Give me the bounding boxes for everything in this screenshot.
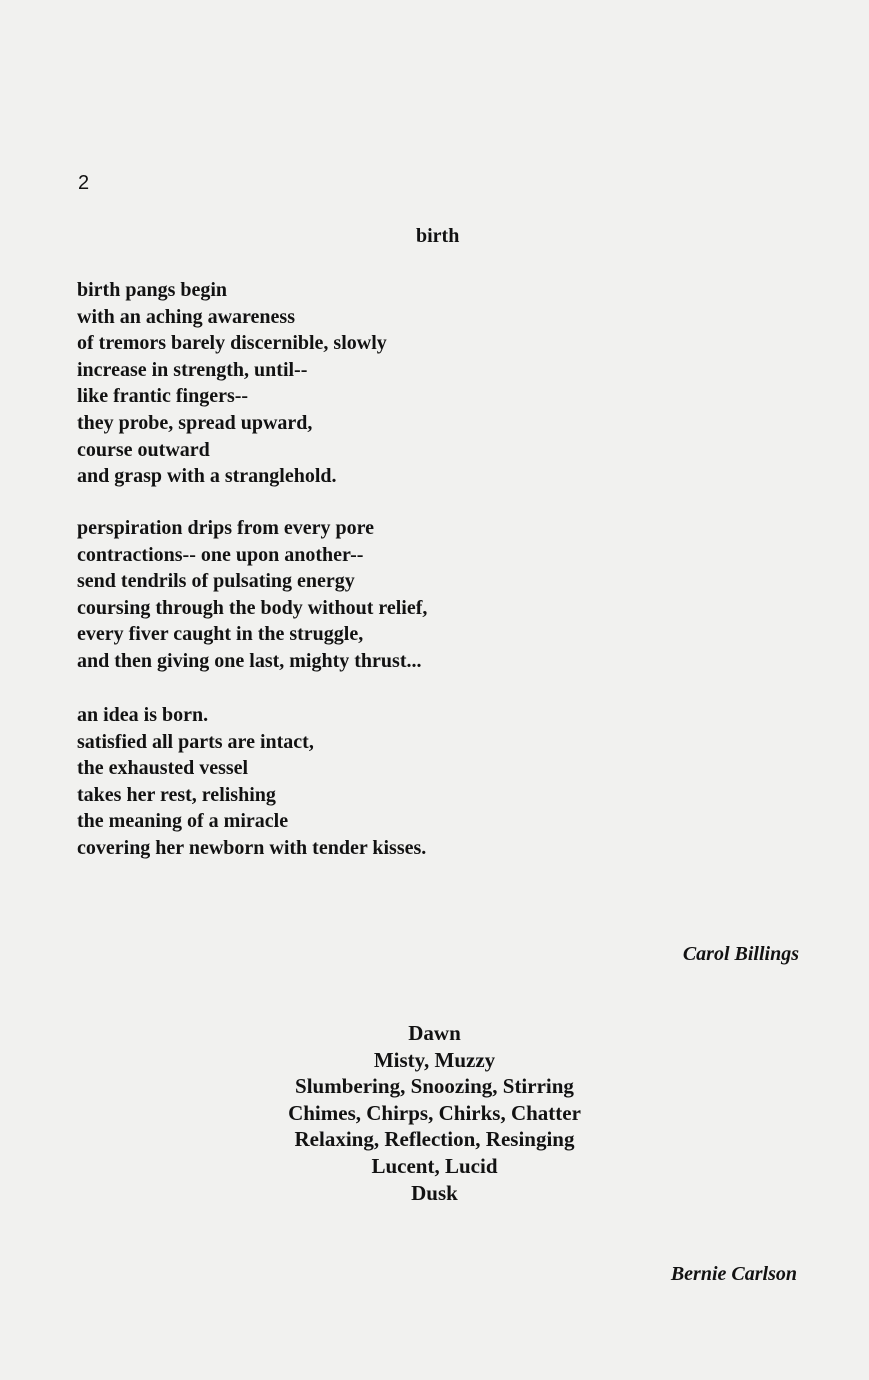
poem-line: contractions-- one upon another-- (77, 543, 364, 566)
poem-line: takes her rest, relishing (77, 783, 276, 806)
poem-line: perspiration drips from every pore (77, 517, 375, 539)
poem-line: the meaning of a miracle (77, 810, 289, 833)
poem-line: coursing through the body without relief, (77, 596, 428, 619)
poem-line: satisfied all parts are intact, (77, 730, 314, 753)
poem-line: Relaxing, Reflection, Resinging (294, 1127, 575, 1152)
poem-line: and grasp with a stranglehold. (77, 465, 337, 488)
poem-line: covering her newborn with tender kisses. (77, 836, 427, 859)
poem-line: Chimes, Chirps, Chirks, Chatter (288, 1100, 581, 1125)
page-number: 2 (78, 172, 90, 194)
poem-line: and then giving one last, mighty thrust... (77, 649, 422, 672)
poem-author: Carol Billings (682, 943, 799, 965)
poem-line: increase in strength, until-- (77, 358, 308, 381)
poem-line: with an aching awareness (77, 305, 295, 328)
poem-line: an idea is born. (77, 704, 209, 726)
cinquain-poem (0, 1020, 869, 1206)
poem-line: like frantic fingers-- (77, 385, 249, 408)
poem-line: they probe, spread upward, (77, 411, 313, 434)
poem-line: birth pangs begin (77, 279, 228, 301)
poem-line: Misty, Muzzy (373, 1047, 496, 1072)
poem-line: Slumbering, Snoozing, Stirring (295, 1074, 574, 1099)
poem-stanza-1 (77, 277, 387, 490)
poem-title: birth (416, 225, 460, 247)
poem-line: Dawn (408, 1021, 461, 1045)
poem-line: the exhausted vessel (77, 757, 249, 780)
poem-stanza-3 (77, 702, 426, 862)
poem-line: course outward (77, 438, 210, 461)
poem-line: of tremors barely discernible, slowly (77, 332, 387, 355)
poem-author: Bernie Carlson (670, 1263, 797, 1285)
poem-line: every fiver caught in the struggle, (77, 623, 364, 646)
poem-stanza-2 (77, 515, 427, 675)
poem-line: Dusk (411, 1180, 458, 1205)
poem-line: Lucent, Lucid (371, 1153, 498, 1178)
poem-line: send tendrils of pulsating energy (77, 570, 355, 593)
